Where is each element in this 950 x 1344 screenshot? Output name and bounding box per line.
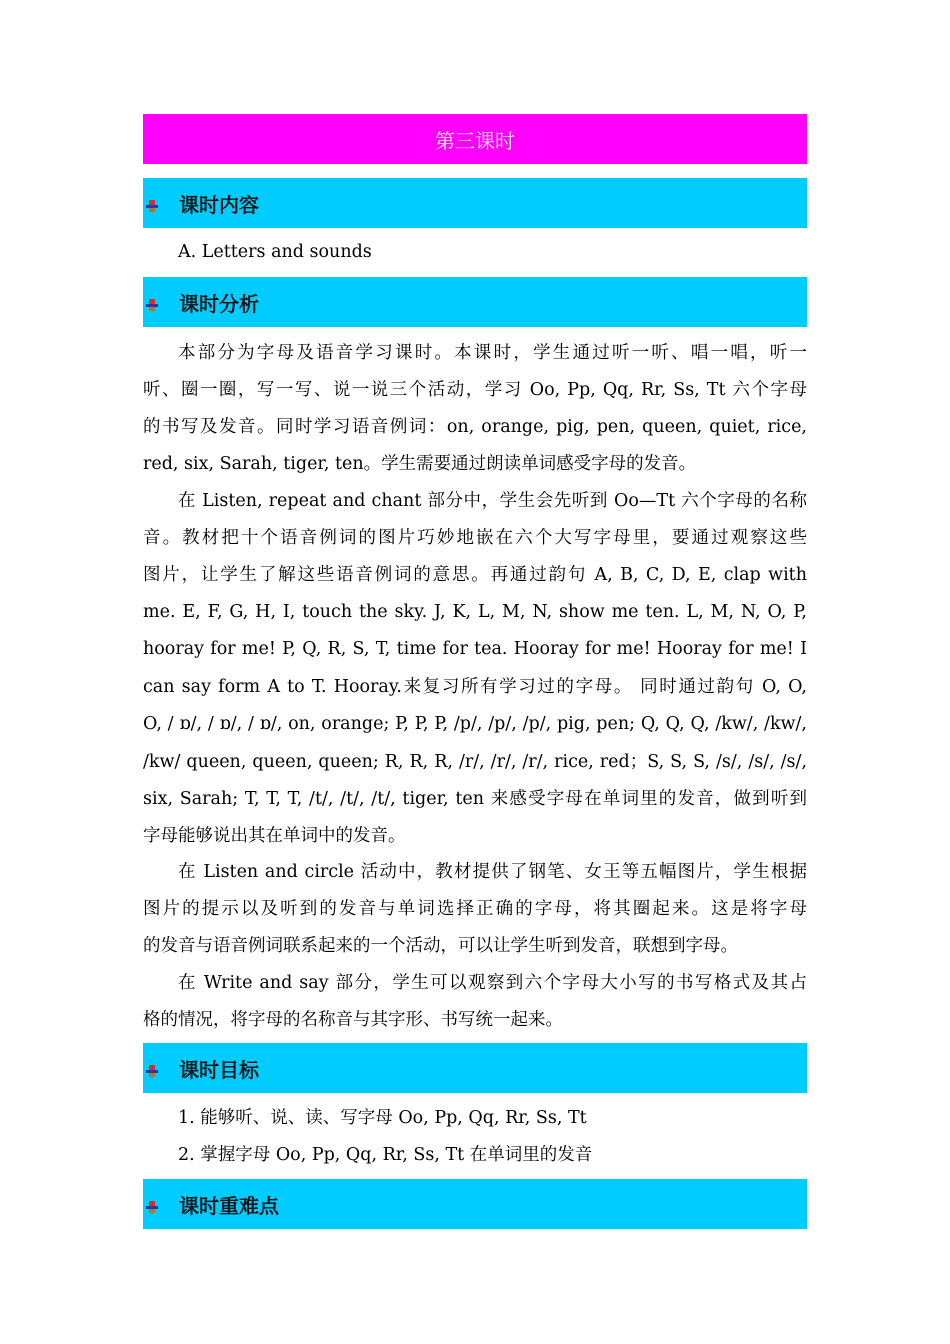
paragraph-line: 图片的提示以及听到的发音与单词选择正确的字母，将其圈起来。这是将字母 (143, 899, 807, 919)
bullet-icon (146, 1062, 158, 1074)
paragraph-line: six, Sarah; T, T, T, /t/, /t/, /t/, tiger, ten 来感受字母在单词里的发音，做到听到 (143, 789, 807, 809)
content-item: A. Letters and sounds (178, 242, 372, 262)
section-header-goals (143, 1043, 807, 1093)
paragraph-line: 在 Write and say 部分，学生可以观察到六个字母大小写的书写格式及其占 (178, 973, 807, 993)
paragraph-line: 在 Listen and circle 活动中，教材提供了钢笔、女王等五幅图片，学生根据 (178, 862, 807, 882)
paragraph-line: 在 Listen, repeat and chant 部分中，学生会先听到 Oo—Tt 六个字母的名称 (178, 491, 807, 511)
paragraph-line: 字母能够说出其在单词中的发音。 (143, 826, 406, 846)
paragraph-line: 格的情况，将字母的名称音与其字形、书写统一起来。 (143, 1010, 563, 1030)
paragraph-line: hooray for me! P, Q, R, S, T, time for tea. Hooray for me! Hooray for me! I (143, 639, 807, 659)
section-heading: 课时分析 (179, 291, 259, 316)
lesson-title-bar (143, 114, 807, 164)
paragraph-line: /kw/ queen, queen, queen; R, R, R, /r/, /r/, /r/, rice, red；S, S, S, /s/, /s/, /s/, (143, 752, 807, 772)
paragraph-line: me. E, F, G, H, I, touch the sky. J, K, L, M, N, show me ten. L, M, N, O, P, (143, 602, 807, 622)
paragraph-line: can say form A to T. Hooray.来复习所有学习过的字母。 同时通过韵句 O, O, (143, 677, 807, 697)
goal-item: 2. 掌握字母 Oo, Pp, Qq, Rr, Ss, Tt 在单词里的发音 (178, 1145, 593, 1165)
bullet-icon (146, 296, 158, 308)
paragraph-line: red, six, Sarah, tiger, ten。学生需要通过朗读单词感受字母的发音。 (143, 454, 697, 474)
bullet-icon (146, 197, 158, 209)
section-header-content (143, 178, 807, 228)
paragraph-line: 的书写及发音。同时学习语音例词：on, orange, pig, pen, queen, quiet, rice, (143, 417, 807, 437)
bullet-icon (146, 1198, 158, 1210)
paragraph-line: 音。教材把十个语音例词的图片巧妙地嵌在六个大写字母里，要通过观察这些 (143, 528, 807, 548)
paragraph-line: 听、圈一圈，写一写、说一说三个活动，学习 Oo, Pp, Qq, Rr, Ss, Tt 六个字母 (143, 380, 807, 400)
paragraph-line: 图片，让学生了解这些语音例词的意思。再通过韵句 A, B, C, D, E, clap with (143, 565, 807, 585)
paragraph-line: 的发音与语音例词联系起来的一个活动，可以让学生听到发音，联想到字母。 (143, 936, 738, 956)
paragraph-line: O, / ɒ/, / ɒ/, / ɒ/, on, orange; P, P, P, /p/, /p/, /p/, pig, pen; Q, Q, Q, /kw/, /kw/, (143, 714, 807, 734)
section-header-key-points (143, 1179, 807, 1229)
section-heading: 课时重难点 (179, 1193, 279, 1218)
paragraph-line: 本部分为字母及语音学习课时。本课时，学生通过听一听、唱一唱，听一 (178, 343, 807, 363)
goal-item: 1. 能够听、说、读、写字母 Oo, Pp, Qq, Rr, Ss, Tt (178, 1108, 587, 1128)
section-heading: 课时目标 (179, 1057, 259, 1082)
lesson-title: 第三课时 (435, 128, 515, 153)
section-header-analysis (143, 277, 807, 327)
section-heading: 课时内容 (179, 192, 259, 217)
